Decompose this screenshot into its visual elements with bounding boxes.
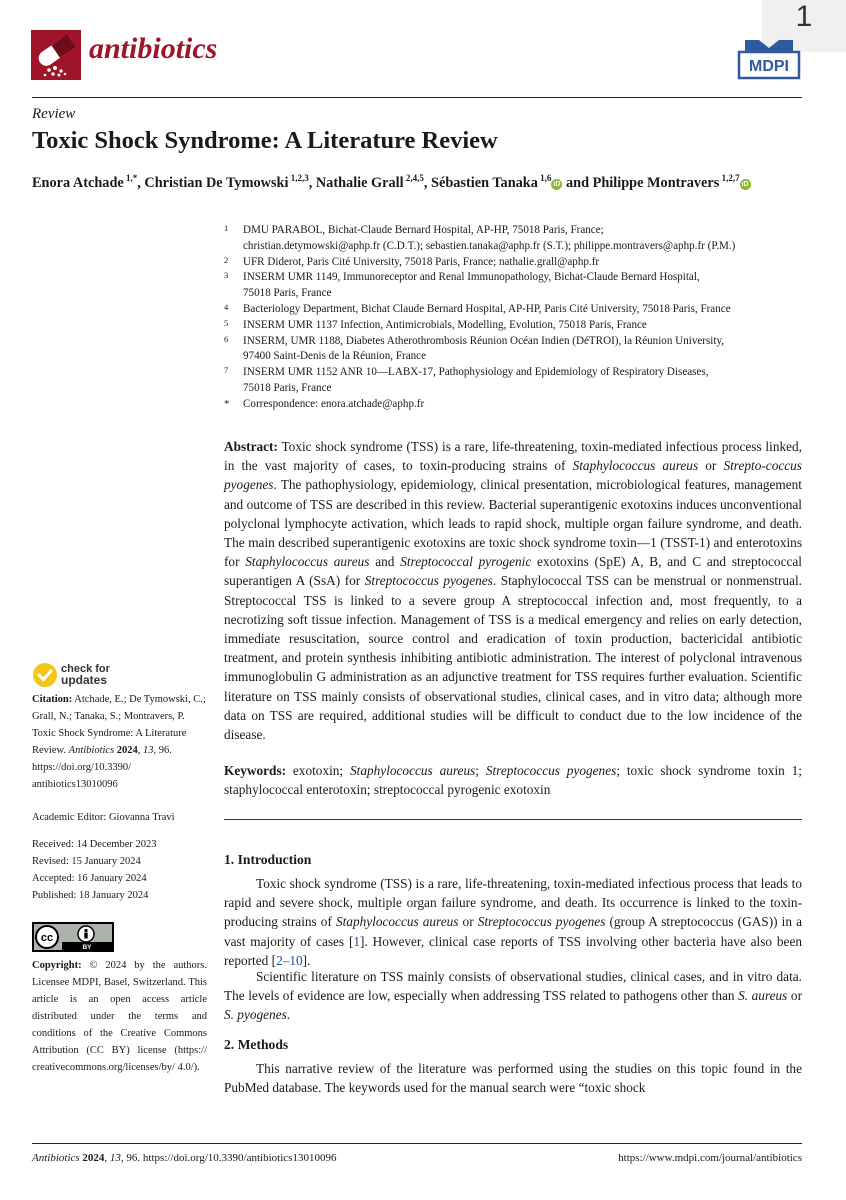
affiliation-number: 2 [224,254,229,265]
affiliation-line: Correspondence: enora.atchade@aphp.fr [243,397,425,410]
affiliation-line: 97400 Saint-Denis de la Réunion, France [243,350,427,363]
footer-segment: Antibiotics [32,1152,80,1164]
date-revised: Revised: 15 January 2024 [32,856,141,867]
affiliation-line: 75018 Paris, France [243,381,332,394]
affiliation-line: INSERM UMR 1137 Infection, Antimicrobials, Modelling, Evolution, 75018 Paris, France [243,318,647,331]
keywords-segment: Staphylococcus aureus [350,763,476,778]
affiliation-line: INSERM UMR 1152 ANR 10—LABX-17, Pathophysiology and Epidemiology of Respiratory Diseases, [243,366,709,379]
cc-by-license-badge[interactable] [32,922,114,952]
citation-segment: , 96. https://doi.org/10.3390/ antibiotics13010096 [32,745,172,790]
affiliation-item [224,365,814,397]
affiliation-number: * [224,397,230,410]
citation-segment: 2024 [116,745,138,756]
footer-segment: , 96. https://doi.org/10.3390/antibiotics13010096 [120,1152,337,1164]
abstract-text [224,439,802,742]
author-name[interactable]: Philippe Montravers [592,174,720,191]
date-accepted: Accepted: 16 January 2024 [32,873,147,884]
keywords-segment: Streptococcus pyogenes [485,763,617,778]
methods-heading: 2. Methods [224,1037,289,1052]
affiliation-item [224,334,814,366]
citation-segment: Antibiotics [68,745,115,756]
journal-logo-icon [31,30,81,80]
intro-p2-segment: or [787,988,802,1004]
intro-p1-segment: Streptococcus pyogenes [477,914,606,930]
affiliation-item [224,318,814,334]
affiliation-line: christian.detymowski@aphp.fr (C.D.T.); sebastien.tanaka@aphp.fr (S.T.); philippe.montravers@aphp.fr (P.M.) [243,239,736,252]
affiliation-line: UFR Diderot, Paris Cité University, 75018 Paris, France; nathalie.grall@aphp.fr [243,255,600,268]
mdpi-logo-icon [737,38,801,82]
abstract: Abstract: Toxic shock syndrome (TSS) is a rare, life-threatening, toxin-mediated infectious process linked, in the vast majority of cases, to toxin-producing strains of Staphylococcus aureus or Strepto-coccus pyogenes. The pathophysiology, epidemiology, clinical presentation, microbiological features, management and outcome of TSS are described in this review. Bacterial superantigenic exotoxins induces unconventional polyclonal lymphocyte activation, which leads to rapid shock, multiple organ failure syndrome, and death. The main described superantigenic exotoxins are toxic shock syndrome toxin—1 (TSST-1) and enterotoxins for Staphylococcus aureus and Streptococcal pyrogenic exotoxins (SpE) A, B, and C and streptococcal superantigen A (SsA) for Streptococcus pyogenes. Staphylococcal TSS can be menstrual or nonmenstrual. Streptococcal TSS is linked to a severe group A streptococcal infection and, most frequently, to a necrotizing soft tissue infection. Management of TSS is a medical emergency and relies on early detection, immediate resuscitation, source control and eradication of toxin production, bactericidal antibiotic treatment, and protein synthesis inhibiting antibiotic administration. The interest of polyclonal intravenous immunoglobulin G administration as an adjunctive treatment for TSS requires further evaluation. Scientific literature on TSS mainly consists of observational studies, clinical cases, and in vitro data; although more data on TSS are required, additional studies will be difficult to conduct due to the low incidence of the disease. [224,439,802,743]
affiliation-number: 3 [224,270,229,281]
abstract-segment: Staphylococcus aureus [572,458,699,474]
article-title: Toxic Shock Syndrome: A Literature Review [32,127,498,154]
page-number: 1 [762,0,846,52]
affiliation-number: 1 [224,223,229,233]
dates [32,836,207,904]
author-name[interactable]: Nathalie Grall [315,174,404,191]
intro-p2-segment: . [286,1007,291,1023]
affiliations [224,223,814,413]
affiliation-line: DMU PARABOL, Bichat-Claude Bernard Hospital, AP-HP, 75018 Paris, France; [243,224,604,236]
footer-journal-url[interactable]: https://www.mdpi.com/journal/antibiotics [618,1152,802,1164]
abstract-segment: Streptococcus pyogenes [364,573,493,589]
intro-p1-segment: ]. [302,952,311,968]
citation-segment: Atchade, E.; De Tymowski, C.; Grall, N.; Tanaka, S.; Montravers, P. Toxic Shock Syndrome: A Literature Review. [32,694,206,756]
author-affiliation-sup: 1,6 [537,173,552,183]
affiliation-number: 6 [224,333,229,344]
abstract-segment: Toxic shock syndrome (TSS) is a rare, life-threatening, toxin-mediated infectious process linked, in the vast majority of cases, to toxin-producing strains of [224,439,802,474]
author-name[interactable]: Christian De Tymowski [144,174,289,191]
keywords-segment: exotoxin; [286,763,350,778]
keywords-segment: ; [475,763,486,778]
keywords: Keywords: exotoxin; Staphylococcus aureus; Streptococcus pyogenes; toxic shock syndrome toxin 1; staphylococcal enterotoxin; streptococcal pyrogenic exotoxin [224,763,802,798]
abstract-segment: . The pathophysiology, epidemiology, clinical presentation, microbiological features, management and outcome of TSS are described in this review. Bacterial superantigenic exotoxins induces unconventional polyclonal lymphocyte activation, which leads to rapid shock, multiple organ failure syndrome, and death. The main described superantigenic exotoxins are toxic shock syndrome toxin—1 (TSST-1) and enterotoxins for [224,477,802,570]
intro-p1-segment: (group A streptococcus (GAS)) in a vast majority of cases [ [224,914,802,949]
author-affiliation-sup: 1,* [123,173,138,183]
affiliation-item [224,223,814,255]
copyright: Copyright: © 2024 by the authors. Licensee MDPI, Basel, Switzerland. This article is an open access article distributed under the terms and conditions of the Creative Commons Attribution (CC BY) license (https:// creativecommons.org/licenses/by/ 4.0/). [32,960,207,1073]
author-name[interactable]: Sébastien Tanaka [431,174,538,191]
affiliation-line: INSERM, UMR 1188, Diabetes Atherothrombosis Réunion Océan Indien (DéTROI), la Réunion University, [243,334,725,347]
footer-citation [32,1152,336,1164]
affiliation-number: 7 [224,365,229,376]
reference-link[interactable]: 2–10 [276,952,303,968]
affiliation-line: Bacteriology Department, Bichat Claude Bernard Hospital, AP-HP, Paris Cité University, 75018 Paris, France [243,302,731,315]
intro-p1-segment: Staphylococcus aureus [335,914,459,930]
intro-p2-segment: Scientific literature on TSS mainly consists of observational studies, clinical cases, and in vitro data. The levels of evidence are low, especially when addressing TSS related to pathogens other than [224,969,802,1004]
date-received: Received: 14 December 2023 [32,839,157,850]
abstract-segment: Streptococcal pyrogenic [400,554,532,570]
methods-segment: This narrative review of the literature was performed using the studies on this topic found in the PubMed database. The keywords used for the manual search were “toxic shock [224,1061,802,1096]
affiliation-item [224,270,814,302]
journal-name: antibiotics [89,32,218,65]
section-divider [224,819,802,820]
footer-segment: , [104,1152,110,1164]
intro-p1-segment: ]. However, clinical case reports of TSS involving other bacteria have also been reported [ [224,933,802,968]
affiliation-number: 5 [224,317,229,328]
methods-paragraph [224,1059,802,1097]
affiliation-line: INSERM UMR 1149, Immunoreceptor and Renal Immunopathology, Bichat-Claude Bernard Hospital, [243,271,700,284]
check-for-updates-icon[interactable] [32,662,58,688]
author-affiliation-sup: 2,4,5 [403,173,424,183]
author-name[interactable]: Enora Atchade [32,174,124,191]
citation-segment: 13 [143,745,154,756]
date-published: Published: 18 January 2024 [32,890,149,901]
intro-paragraph-2 [224,967,802,1025]
citation-segment: , [137,745,144,756]
svg-text:BY: BY [82,944,92,951]
author-list: Enora Atchade $^{1,*}$, Christian De Tymowski $^{1,2,3}$, Nathalie Grall $^{2,4,5}$, Sébastien Tanaka $^{1,6}$iD and Philippe Montravers $^{1,2,7}$iD [32,173,749,191]
svg-text:cc: cc [40,932,54,944]
article-type: Review [32,106,76,122]
abstract-segment: Staphylococcus aureus [245,554,370,570]
intro-p2-segment: S. pyogenes [224,1007,287,1023]
check-for-updates-label[interactable]: check for updates [61,663,110,687]
footer-segment: 13 [109,1152,121,1164]
citation: Citation: Atchade, E.; De Tymowski, C.; Grall, N.; Tanaka, S.; Montravers, P. Toxic Shock Syndrome: A Literature Review. Antibiotics 2024, 13, 96. https://doi.org/10.3390/ antibiotics13010096 [32,694,206,790]
affiliation-item [224,255,814,271]
abstract-segment: and [369,554,401,570]
author-affiliation-sup: 1,2,3 [288,173,309,183]
affiliation-line: 75018 Paris, France [243,287,332,300]
abstract-segment: . Staphylococcal TSS can be menstrual or nonmenstrual. Streptococcal TSS is linked to a severe group A streptococcal infection and, most frequently, to a necrotizing soft tissue infection. Management of TSS is a medical emergency and relies on early detection, immediate resuscitation, source control and eradication of toxin production, bactericidal antibiotic treatment, and protein synthesis inhibiting antibiotic administration. The interest of polyclonal intravenous immunoglobulin G administration as an adjunctive treatment for TSS requires further evaluation. Scientific literature on TSS mainly consists of observational studies, clinical cases, and in vitro data; although more data on TSS are required, additional studies will be difficult to conduct due to the low incidence of the disease. [224,573,802,743]
reference-link[interactable]: 1 [353,933,361,949]
affiliation-item [224,397,814,413]
affiliation-item [224,302,814,318]
abstract-segment: exotoxins (SpE) A, B, and C and streptococcal superantigen A (SsA) for [224,554,802,589]
abstract-segment: Strepto-coccus pyogenes [224,458,802,493]
author-affiliation-sup: 1,2,7 [719,173,740,183]
footer-segment: 2024 [82,1152,105,1164]
mdpi-label: MDPI [749,58,789,75]
intro-p1-segment: Toxic shock syndrome (TSS) is a rare, life-threatening, toxin-mediated infectious process that leads to rapid and severe shock, multiple organ failure syndrome, and death. Its occurrence is linked to the toxin-producing strains of [224,876,802,930]
orcid-icon[interactable]: iD [553,180,561,188]
intro-heading: 1. Introduction [224,852,312,867]
academic-editor: Academic Editor: Giovanna Travi [32,812,175,823]
intro-p2-segment: S. aureus [738,988,788,1004]
abstract-segment: or [698,458,724,474]
keywords-text [224,763,802,797]
affiliation-number: 4 [224,301,229,312]
keywords-segment: ; toxic shock syndrome toxin 1; staphylococcal enterotoxin; streptococcal pyrogenic exotoxin [224,763,802,798]
orcid-icon[interactable]: iD [741,180,749,188]
intro-p1-segment: or [458,914,478,930]
intro-paragraph-1 [224,874,802,970]
